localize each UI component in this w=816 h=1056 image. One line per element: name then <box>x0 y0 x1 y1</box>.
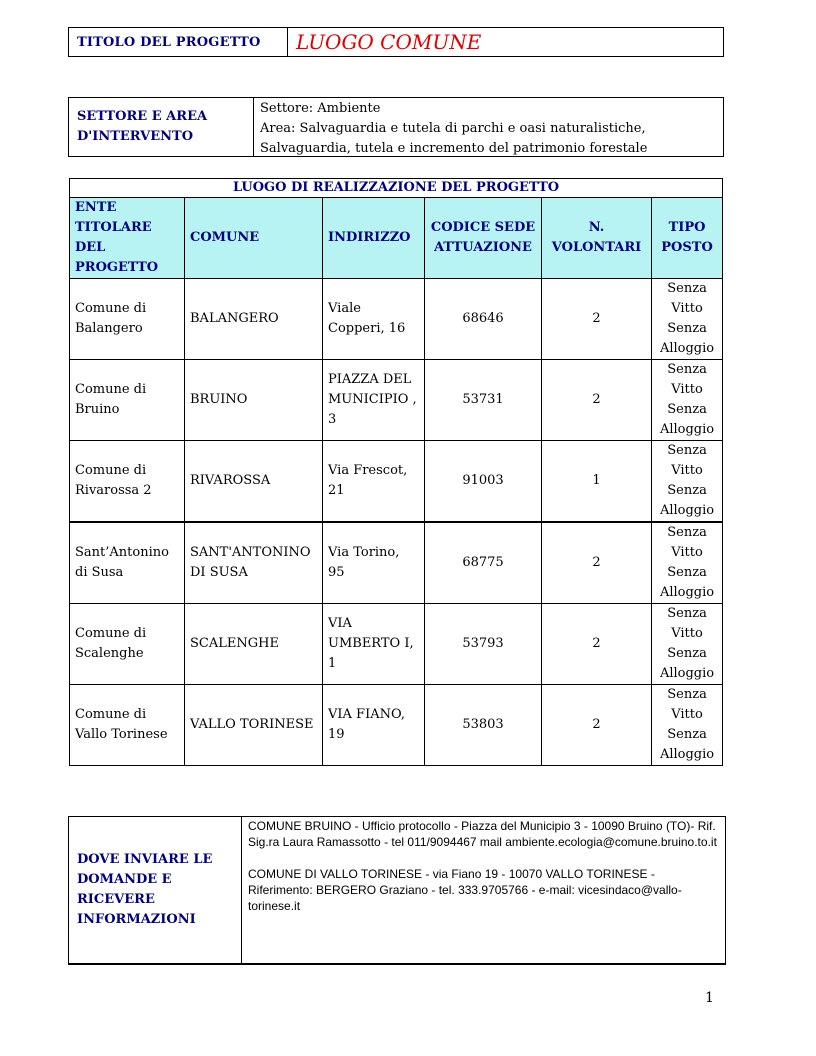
cell-indirizzo: Viale Copperi, 16 <box>323 279 425 360</box>
header-codice-sede: CODICE SEDE ATTUAZIONE <box>425 198 542 279</box>
table-row <box>70 685 723 766</box>
page-number: 1 <box>705 990 714 1006</box>
sector-label-line2: D'INTERVENTO <box>77 129 194 144</box>
header-comune: COMUNE <box>185 198 323 279</box>
cell-tipo: Senza Vitto Senza Alloggio <box>652 604 723 685</box>
cell-indirizzo: VIA UMBERTO I, 1 <box>323 604 425 685</box>
cell-comune: BRUINO <box>185 360 323 441</box>
cell-ente: Comune di Bruino <box>70 360 185 441</box>
contact-vallo-torinese: COMUNE DI VALLO TORINESE - via Fiano 19 - 10070 VALLO TORINESE - Riferimento: BERGERO Graziano - tel. 333.9705766 - e-mail: vicesindaco@vallo-torinese.it <box>248 867 682 913</box>
cell-codice: 53731 <box>425 360 542 441</box>
cell-volontari: 2 <box>542 279 652 360</box>
cell-codice: 53803 <box>425 685 542 766</box>
cell-volontari: 2 <box>542 522 652 604</box>
contact-label: DOVE INVIARE LE DOMANDE E RICEVERE INFORMAZIONI <box>69 817 242 963</box>
header-volontari: N. VOLONTARI <box>542 198 652 279</box>
cell-indirizzo: Via Torino, 95 <box>323 522 425 604</box>
cell-volontari: 2 <box>542 604 652 685</box>
cell-ente: Comune di Scalenghe <box>70 604 185 685</box>
contact-info-box <box>68 816 726 965</box>
cell-tipo: Senza Vitto Senza Alloggio <box>652 360 723 441</box>
cell-codice: 91003 <box>425 441 542 523</box>
cell-indirizzo: VIA FIANO, 19 <box>323 685 425 766</box>
area-line-continued: Salvaguardia, tutela e incremento del patrimonio forestale <box>260 141 648 156</box>
project-locations-table <box>69 178 723 766</box>
table-row <box>70 441 723 523</box>
table-row <box>70 604 723 685</box>
cell-ente: Comune di Rivarossa 2 <box>70 441 185 523</box>
cell-tipo: Senza Vitto Senza Alloggio <box>652 522 723 604</box>
cell-codice: 53793 <box>425 604 542 685</box>
cell-comune: SCALENGHE <box>185 604 323 685</box>
header-tipo-posto: TIPO POSTO <box>652 198 723 279</box>
cell-comune: VALLO TORINESE <box>185 685 323 766</box>
cell-tipo: Senza Vitto Senza Alloggio <box>652 441 723 523</box>
header-indirizzo: INDIRIZZO <box>323 198 425 279</box>
cell-tipo: Senza Vitto Senza Alloggio <box>652 685 723 766</box>
cell-codice: 68646 <box>425 279 542 360</box>
cell-ente: Comune di Balangero <box>70 279 185 360</box>
cell-comune: SANT'ANTONINO DI SUSA <box>185 522 323 604</box>
sector-label-line1: SETTORE E AREA <box>77 109 208 124</box>
cell-comune: BALANGERO <box>185 279 323 360</box>
project-title-value: LUOGO COMUNE <box>296 30 482 54</box>
cell-volontari: 2 <box>542 685 652 766</box>
contact-details <box>242 817 725 963</box>
cell-indirizzo: PIAZZA DEL MUNICIPIO , 3 <box>323 360 425 441</box>
sector-area-label <box>69 98 254 156</box>
cell-codice: 68775 <box>425 522 542 604</box>
cell-indirizzo: Via Frescot, 21 <box>323 441 425 523</box>
contact-bruino: COMUNE BRUINO - Ufficio protocollo - Piazza del Municipio 3 - 10090 Bruino (TO)- Rif. Sig.ra Laura Ramassotto - tel 011/9094467 mail ambiente.ecologia@comune.bruino.to.it <box>248 819 717 849</box>
project-title-box <box>68 27 724 57</box>
sector-area-value <box>254 98 723 156</box>
cell-volontari: 1 <box>542 441 652 523</box>
sector-line: Settore: Ambiente <box>260 101 381 116</box>
project-title-label: TITOLO DEL PROGETTO <box>69 28 288 56</box>
table-row <box>70 360 723 441</box>
cell-comune: RIVAROSSA <box>185 441 323 523</box>
table-header-row <box>70 198 723 279</box>
cell-volontari: 2 <box>542 360 652 441</box>
table-caption: LUOGO DI REALIZZAZIONE DEL PROGETTO <box>70 179 723 198</box>
area-line: Area: Salvaguardia e tutela di parchi e oasi naturalistiche, <box>260 121 646 136</box>
cell-ente: Comune di Vallo Torinese <box>70 685 185 766</box>
cell-ente: Sant’Antonino di Susa <box>70 522 185 604</box>
table-row <box>70 522 723 604</box>
table-row <box>70 279 723 360</box>
header-ente: ENTE TITOLARE DEL PROGETTO <box>70 198 185 279</box>
sector-area-box <box>68 97 724 157</box>
cell-tipo: Senza Vitto Senza Alloggio <box>652 279 723 360</box>
